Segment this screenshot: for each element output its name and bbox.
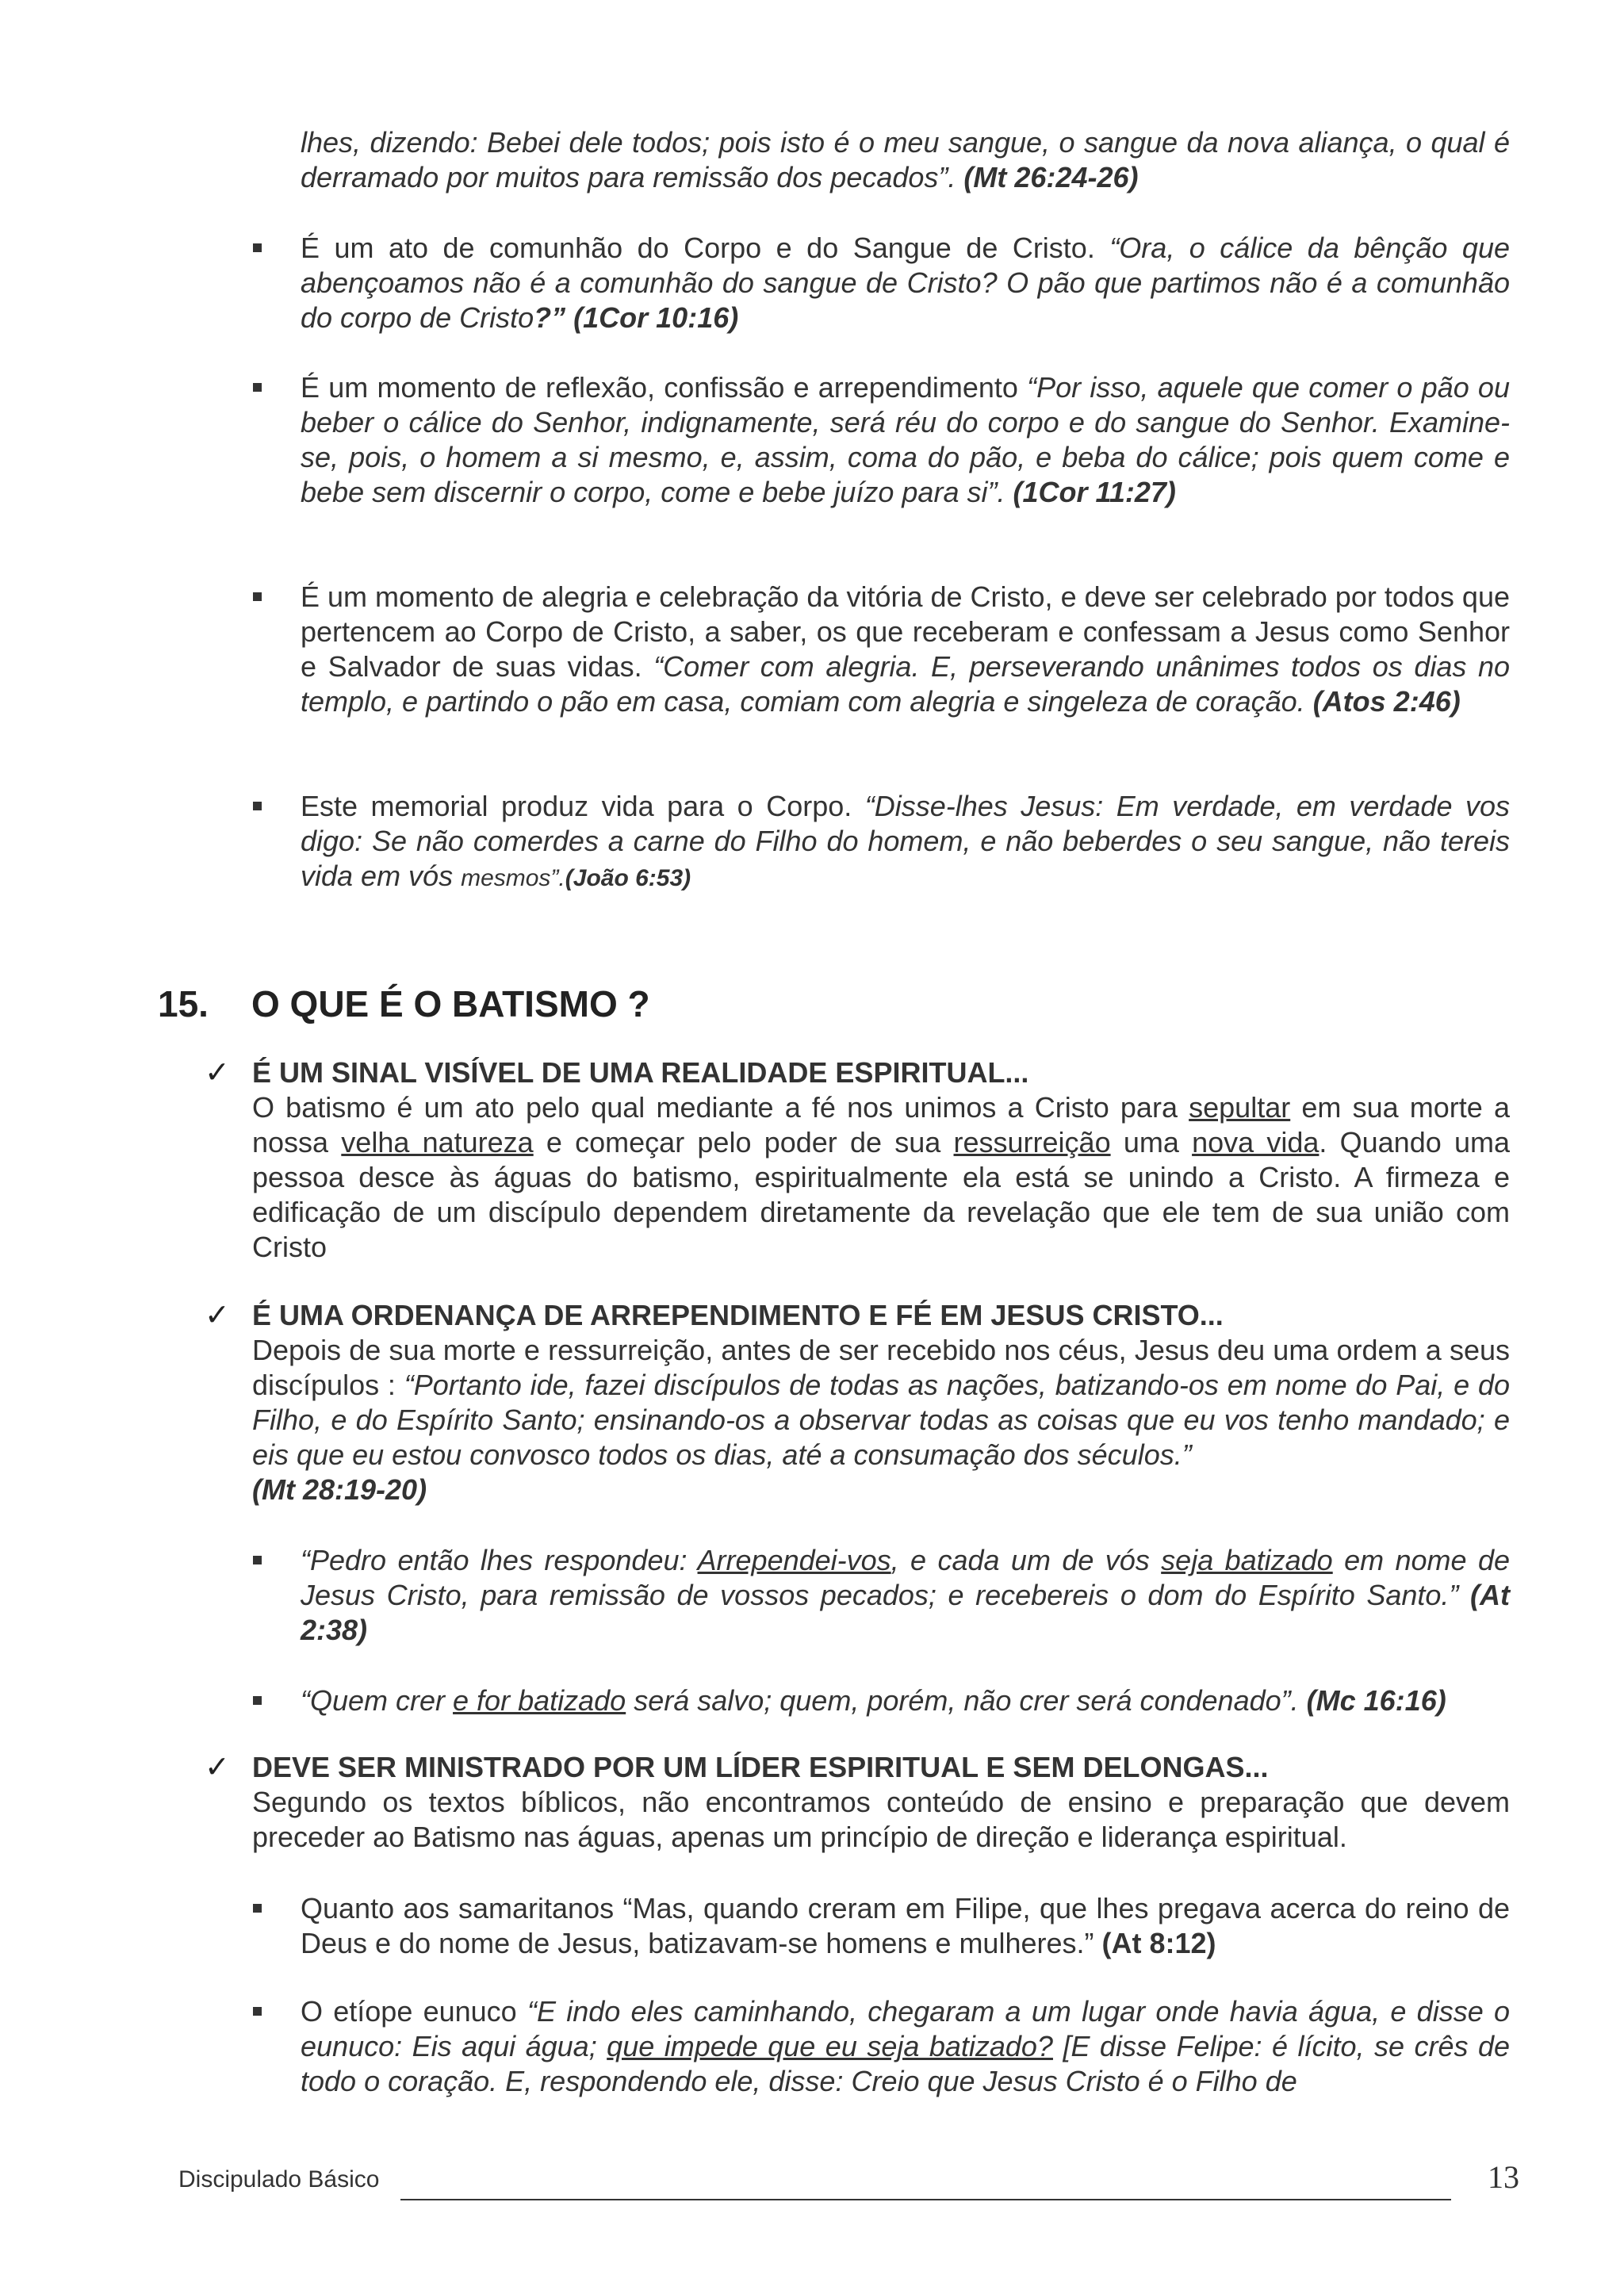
continuation-paragraph: [301, 125, 1510, 195]
footer-title: Discipulado Básico: [178, 2166, 380, 2193]
bullet-item-communion: É um ato de comunhão do Corpo e do Sangue de Cristo. “Ora, o cálice da bênção que abençoamos não é a comunhão do sangue de Cristo? O pão que partimos não é a comunhão do corpo de Cristo?” (1Cor 10:16): [301, 231, 1510, 335]
subsection-heading: DEVE SER MINISTRADO POR UM LÍDER ESPIRITUAL E SEM DELONGAS...: [252, 1751, 1269, 1783]
check-icon: ✓: [205, 1751, 230, 1784]
footer-rule: [400, 2199, 1451, 2200]
subsection-heading: É UMA ORDENANÇA DE ARREPENDIMENTO E FÉ EM JESUS CRISTO...: [252, 1299, 1224, 1331]
subsection-ordinance: É UMA ORDENANÇA DE ARREPENDIMENTO E FÉ EM JESUS CRISTO... Depois de sua morte e ressurreição, antes de ser recebido nos céus, Jesus deu uma ordem a seus discípulos : “Portanto ide, fazei discípulos de todas as nações, batizando-os em nome do Pai, e do Filho, e do Espírito Santo; ensinando-os a observar todas as coisas que eu vos tenho mandado; e eis que eu estou convosco todos os dias, até a consumação dos séculos.” (Mt 28:19-20): [252, 1299, 1510, 1506]
bullet-item-samaritans: Quanto aos samaritanos “Mas, quando creram em Filipe, que lhes pregava acerca do reino de Deus e do nome de Jesus, batizavam-se homens e mulheres.” (At 8:12): [301, 1891, 1510, 1961]
square-bullet-icon: [253, 243, 262, 252]
page-number: 13: [1488, 2159, 1519, 2195]
square-bullet-icon: [253, 1556, 262, 1564]
bullet-item-celebration: É um momento de alegria e celebração da vitória de Cristo, e deve ser celebrado por todos que pertencem ao Corpo de Cristo, a saber, os que receberam e confessam a Jesus como Senhor e Salvador de suas vidas. “Comer com alegria. E, perseverando unânimes todos os dias no templo, e partindo o pão em casa, comiam com alegria e singeleza de coração. (Atos 2:46): [301, 580, 1510, 719]
bullet-item-peter: “Pedro então lhes respondeu: Arrependei-vos, e cada um de vós seja batizado em nome de Jesus Cristo, para remissão de vossos pecados; e recebereis o dom do Espírito Santo.” (At 2:38): [301, 1543, 1510, 1648]
square-bullet-icon: [253, 1904, 262, 1913]
scripture-reference: (Mt 26:24-26): [963, 161, 1139, 193]
section-number: 15.: [158, 983, 209, 1024]
section-title: O QUE É O BATISMO ?: [251, 983, 650, 1024]
square-bullet-icon: [253, 1696, 262, 1705]
subsection-minister: DEVE SER MINISTRADO POR UM LÍDER ESPIRITUAL E SEM DELONGAS... Segundo os textos bíblicos, não encontramos conteúdo de ensino e preparação que devem preceder ao Batismo nas águas, apenas um princípio de direção e liderança espiritual.: [252, 1751, 1510, 1853]
section-heading: [158, 982, 650, 1026]
bullet-item-eunuch: O etíope eunuco “E indo eles caminhando, chegaram a um lugar onde havia água, e disse o eunuco: Eis aqui água; que impede que eu seja batizado? [E disse Felipe: é lícito, se crês de todo o coração. E, respondendo ele, disse: Creio que Jesus Cristo é o Filho de: [301, 1994, 1510, 2099]
subsection-heading: É UM SINAL VISÍVEL DE UMA REALIDADE ESPIRITUAL...: [252, 1056, 1029, 1089]
subsection-visible-sign: É UM SINAL VISÍVEL DE UMA REALIDADE ESPIRITUAL... O batismo é um ato pelo qual mediante a fé nos unimos a Cristo para sepultar em sua morte a nossa velha natureza e começar pelo poder de sua ressurreição uma nova vida. Quando uma pessoa desce às águas do batismo, espiritualmente ela está se unindo a Cristo. A firmeza e edificação de um discípulo dependem diretamente da revelação que ele tem de sua união com Cristo: [252, 1056, 1510, 1263]
square-bullet-icon: [253, 383, 262, 392]
bullet-item-reflection: É um momento de reflexão, confissão e arrependimento “Por isso, aquele que comer o pão ou beber o cálice do Senhor, indignamente, será réu do corpo e do sangue do Senhor. Examine-se, pois, o homem a si mesmo, e, assim, coma do pão, e beba do cálice; pois quem come e bebe sem discernir o corpo, come e bebe juízo para si”. (1Cor 11:27): [301, 370, 1510, 510]
square-bullet-icon: [253, 2007, 262, 2016]
quote-text: lhes, dizendo: Bebei dele todos; pois isto é o meu sangue, o sangue da nova aliança, o qual é derramado por muitos para remissão dos pecados”.: [301, 126, 1510, 193]
square-bullet-icon: [253, 802, 262, 810]
check-icon: ✓: [205, 1056, 230, 1090]
scripture-reference: (Mt 28:19-20): [252, 1473, 427, 1506]
check-icon: ✓: [205, 1299, 230, 1332]
square-bullet-icon: [253, 592, 262, 601]
bullet-item-believe: “Quem crer e for batizado será salvo; quem, porém, não crer será condenado”. (Mc 16:16): [301, 1683, 1510, 1718]
bullet-item-memorial: Este memorial produz vida para o Corpo. “Disse-lhes Jesus: Em verdade, em verdade vos digo: Se não comerdes a carne do Filho do homem, e não beberdes o seu sangue, não tereis vida em vós mesmos”.(João 6:53): [301, 789, 1510, 896]
